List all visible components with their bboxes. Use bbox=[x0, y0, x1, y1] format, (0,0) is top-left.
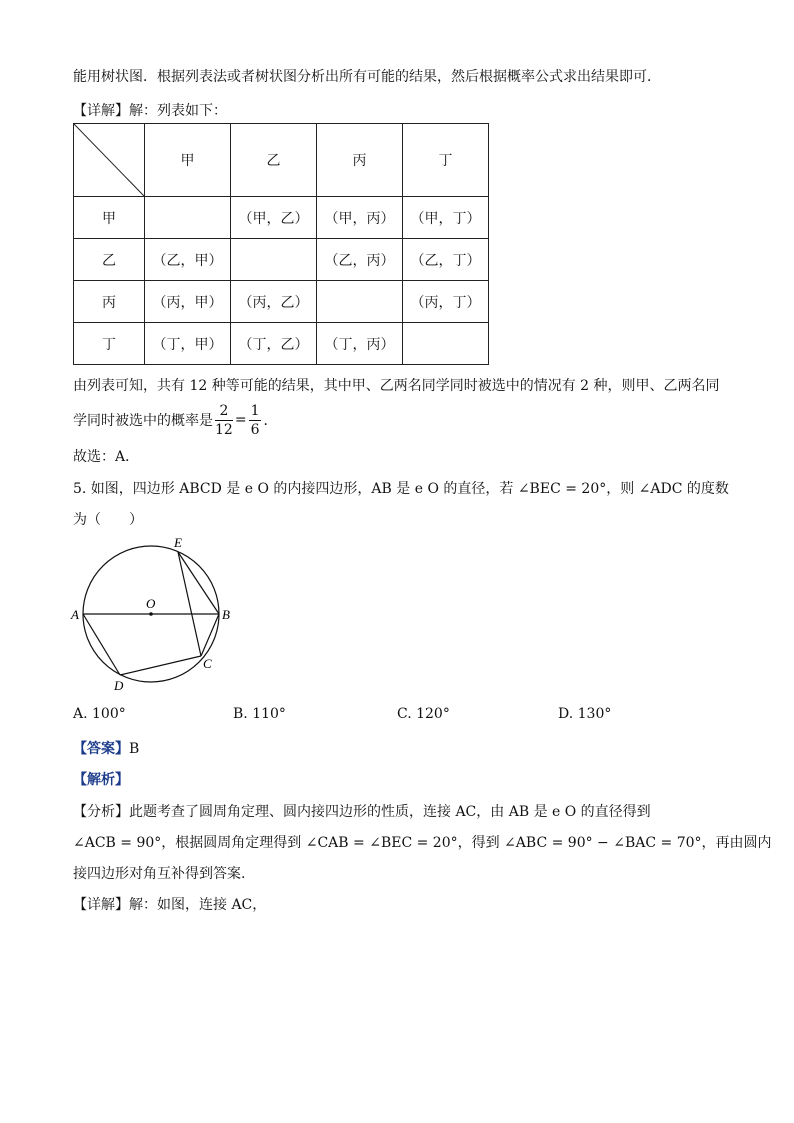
diagonal-line bbox=[74, 124, 144, 196]
answer-tag: 【答案】 bbox=[73, 741, 129, 757]
segment-ec bbox=[178, 552, 201, 656]
analysis-line-2: ∠ACB = 90°，根据圆周角定理得到 ∠CAB = ∠BEC = 20°，得到 ∠ABC = 90° − ∠BAC = 70°，再由圆内 bbox=[73, 835, 772, 851]
table-row bbox=[74, 281, 489, 323]
label-d: D bbox=[114, 678, 124, 693]
row-header: 甲 bbox=[74, 197, 145, 239]
previous-choice: 故选：A． bbox=[73, 449, 140, 465]
question-5-line-2: 为（ ） bbox=[73, 512, 143, 528]
row-header: 丁 bbox=[74, 323, 145, 365]
column-header: 丙 bbox=[317, 124, 403, 197]
table-cell: （乙，甲） bbox=[145, 239, 231, 281]
table-cell: （乙，丁） bbox=[403, 239, 489, 281]
table-cell bbox=[317, 281, 403, 323]
analysis-tag: 【解析】 bbox=[73, 772, 129, 788]
option-c: C. 120° bbox=[397, 706, 450, 722]
answer-line bbox=[73, 738, 139, 758]
table-cell: （丙，甲） bbox=[145, 281, 231, 323]
analysis-line-3: 接四边形对角互补得到答案. bbox=[73, 866, 246, 882]
probability-table bbox=[73, 123, 489, 365]
detail-text: 解：如图，连接 AC， bbox=[129, 897, 267, 913]
label-b: B bbox=[222, 607, 230, 622]
option-d: D. 130° bbox=[558, 706, 612, 722]
detail-tag: 【详解】 bbox=[73, 103, 129, 119]
option-a: A. 100° bbox=[73, 706, 126, 722]
label-o: O bbox=[146, 596, 156, 611]
answer-value: B bbox=[129, 741, 140, 757]
conclusion-line-2 bbox=[73, 398, 277, 442]
diagonal-corner-cell bbox=[74, 124, 145, 197]
column-header: 乙 bbox=[231, 124, 317, 197]
fraction-numerator: 2 bbox=[215, 402, 233, 421]
table-row bbox=[74, 239, 489, 281]
fraction-1-6 bbox=[249, 402, 262, 439]
row-header: 乙 bbox=[74, 239, 145, 281]
fraction-2-12 bbox=[215, 402, 233, 439]
conclusion-line-1: 由列表可知，共有 12 种等可能的结果，其中甲、乙两名同学同时被选中的情况有 2 种，则甲、乙两名同 bbox=[73, 378, 720, 394]
table-cell bbox=[145, 197, 231, 239]
analysis-line-1: 【分析】此题考查了圆周角定理、圆内接四边形的性质，连接 AC，由 AB 是 e O 的直径得到 bbox=[73, 804, 651, 820]
segment-eb bbox=[178, 552, 219, 614]
center-point bbox=[149, 612, 153, 616]
label-c: C bbox=[203, 656, 212, 671]
column-header: 甲 bbox=[145, 124, 231, 197]
conclusion-prefix: 学同时被选中的概率是 bbox=[73, 413, 213, 429]
intro-line: 能用树状图．根据列表法或者树状图分析出所有可能的结果，然后根据概率公式求出结果即可． bbox=[73, 69, 661, 85]
table-row bbox=[74, 197, 489, 239]
detail-heading-2 bbox=[73, 894, 266, 914]
table-cell: （甲，乙） bbox=[231, 197, 317, 239]
table-cell: （丁，丙） bbox=[317, 323, 403, 365]
option-b: B. 110° bbox=[233, 706, 286, 722]
table-cell: （甲，丙） bbox=[317, 197, 403, 239]
table-cell bbox=[231, 239, 317, 281]
table-cell: （甲，丁） bbox=[403, 197, 489, 239]
fraction-numerator: 1 bbox=[250, 402, 260, 419]
conclusion-suffix: ． bbox=[263, 413, 278, 429]
table-cell: （丁，乙） bbox=[231, 323, 317, 365]
segment-ad bbox=[83, 614, 120, 675]
table-cell: （丙，乙） bbox=[231, 281, 317, 323]
circle-figure bbox=[66, 532, 246, 697]
fraction-denominator: 6 bbox=[250, 421, 260, 438]
row-header: 丙 bbox=[74, 281, 145, 323]
detail-tag: 【详解】 bbox=[73, 897, 129, 913]
table-header-row bbox=[74, 124, 489, 197]
segment-dc bbox=[120, 656, 201, 675]
table-cell: （丙，丁） bbox=[403, 281, 489, 323]
fraction-denominator: 12 bbox=[215, 421, 233, 438]
table-cell: （乙，丙） bbox=[317, 239, 403, 281]
label-a: A bbox=[71, 607, 79, 622]
equals-sign: = bbox=[234, 412, 247, 428]
label-e: E bbox=[174, 535, 182, 550]
question-5-line-1: 5. 如图，四边形 ABCD 是 e O 的内接四边形，AB 是 e O 的直径，若 ∠BEC = 20°，则 ∠ADC 的度数 bbox=[73, 481, 729, 497]
table-cell: （丁，甲） bbox=[145, 323, 231, 365]
detail-text: 解：列表如下： bbox=[129, 103, 227, 119]
table-cell bbox=[403, 323, 489, 365]
column-header: 丁 bbox=[403, 124, 489, 197]
table-row bbox=[74, 323, 489, 365]
detail-heading-1 bbox=[73, 100, 227, 120]
